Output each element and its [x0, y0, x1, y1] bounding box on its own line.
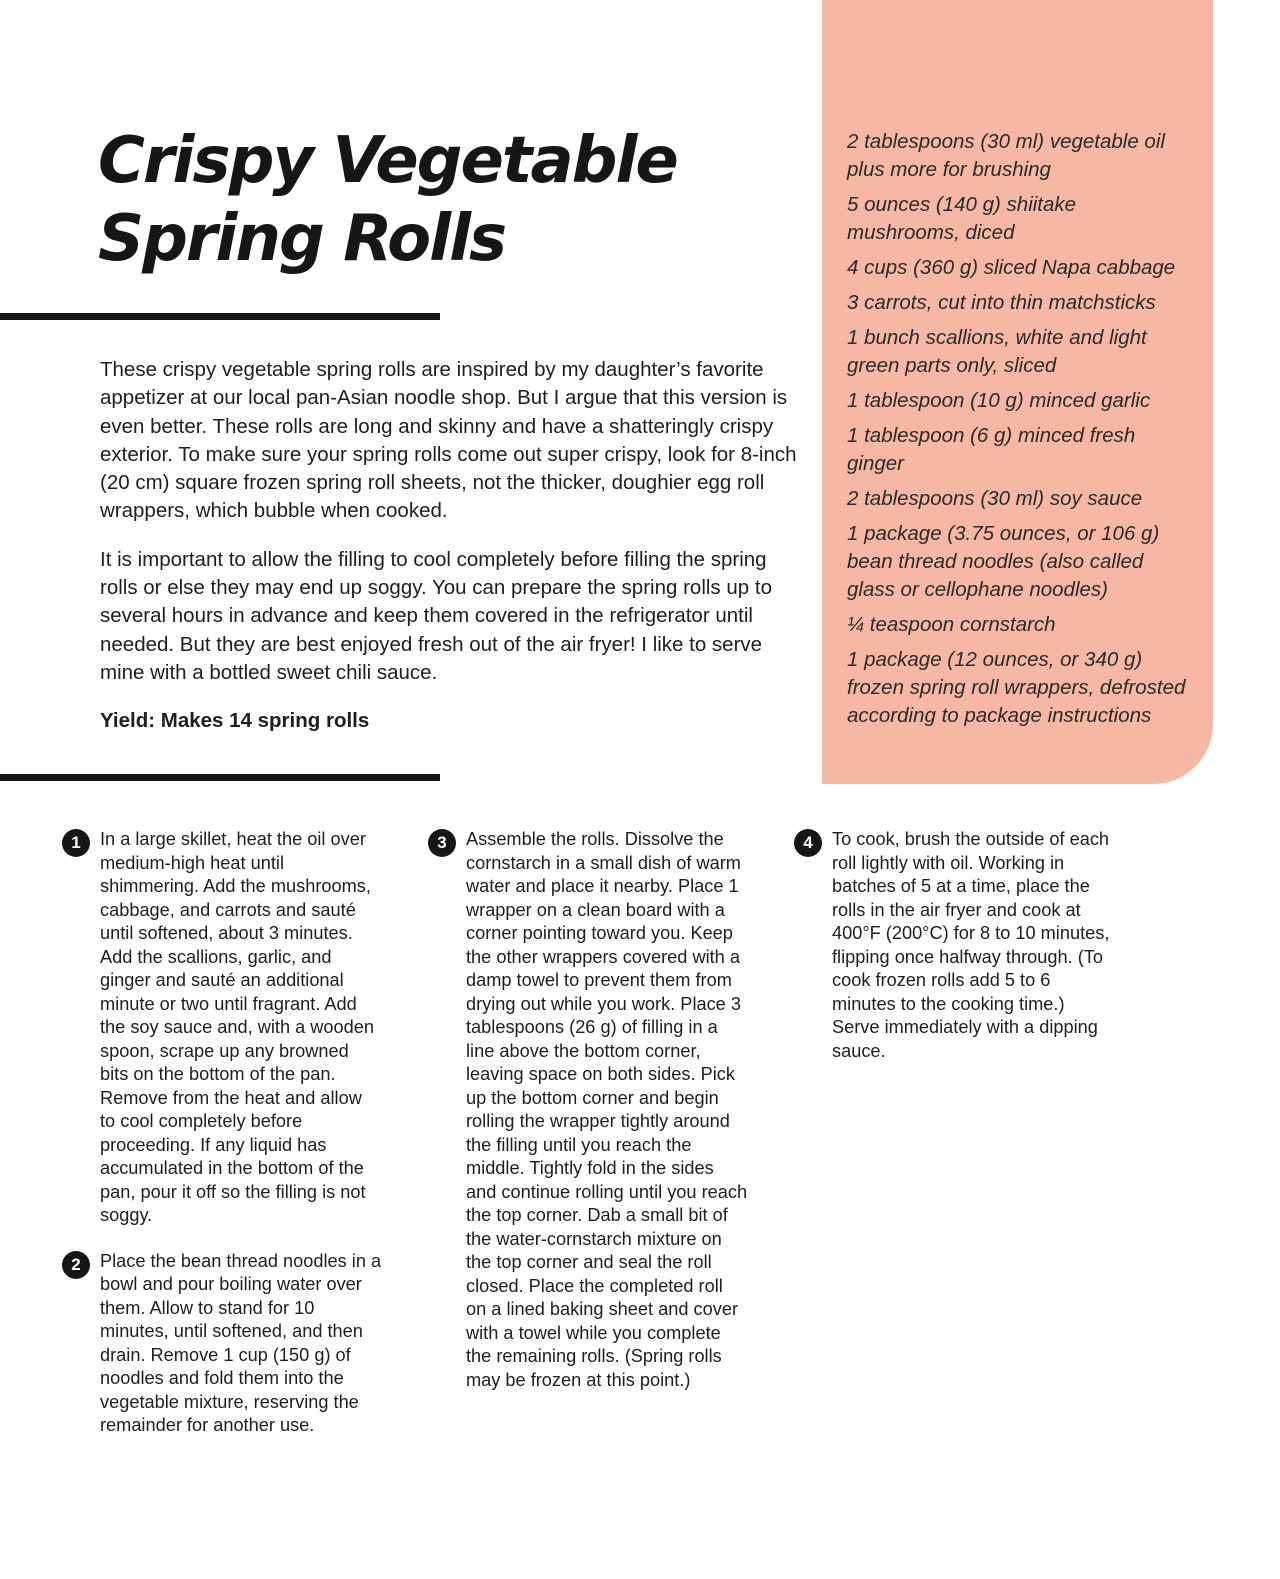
step-number-badge: 3	[428, 829, 456, 857]
title-line-2: Spring Rolls	[98, 202, 506, 276]
intro-section	[100, 356, 800, 756]
step-3	[428, 828, 748, 1392]
ingredients-list	[847, 128, 1192, 737]
ingredient-item: 1 tablespoon (6 g) minced fresh ginger	[847, 424, 1136, 475]
title-line-1: Crispy Vegetable	[98, 124, 677, 198]
ingredient-item: 1 package (12 ounces, or 340 g) frozen spring roll wrappers, defrosted according to package instructions	[847, 648, 1186, 727]
step-text: Place the bean thread noodles in a bowl and pour boiling water over them. Allow to stand for 10 minutes, until softened, and then drain. Remove 1 cup (150 g) of noodles and fold them into the vegetable mixture, reserving the remainder for another use.	[100, 1250, 382, 1435]
ingredient-item: 1 package (3.75 ounces, or 106 g) bean thread noodles (also called glass or cellophane noodles)	[847, 522, 1160, 601]
divider-top	[0, 313, 440, 320]
divider-bottom	[0, 774, 440, 781]
steps-column-3	[794, 828, 1114, 1085]
ingredient-item: 5 ounces (140 g) shiitake mushrooms, diced	[847, 193, 1077, 244]
ingredient-item: 2 tablespoons (30 ml) vegetable oil plus more for brushing	[847, 130, 1165, 181]
step-number-badge: 4	[794, 829, 822, 857]
yield-line: Yield: Makes 14 spring rolls	[100, 709, 370, 733]
step-4	[794, 828, 1114, 1063]
step-text: Assemble the rolls. Dissolve the cornstarch in a small dish of warm water and place it nearby. Place 1 wrapper on a clean board with a corner pointing toward you. Keep the other wrappers covered with a damp towel to prevent them from drying out while you work. Place 3 tablespoons (26 g) of filling in a line above the bottom corner, leaving space on both sides. Pick up the bottom corner and begin rolling the wrapper tightly around the filling until you reach the middle. Tightly fold in the sides and continue rolling until you reach the top corner. Dab a small bit of the water-cornstarch mixture on the top corner and seal the roll closed. Place the completed roll on a lined baking sheet and cover with a towel while you complete the remaining rolls. (Spring rolls may be frozen at this point.)	[466, 829, 748, 1390]
ingredient-item: 4 cups (360 g) sliced Napa cabbage	[847, 256, 1176, 279]
ingredient-item: ¼ teaspoon cornstarch	[847, 613, 1056, 636]
step-text: To cook, brush the outside of each roll lightly with oil. Working in batches of 5 at a time, place the rolls in the air fryer and cook at 400°F (200°C) for 8 to 10 minutes, flipping once halfway through. (To cook frozen rolls add 5 to 6 minutes to the cooking time.) Serve immediately with a dipping sauce.	[832, 829, 1110, 1061]
ingredient-item: 1 tablespoon (10 g) minced garlic	[847, 389, 1151, 412]
step-2	[62, 1250, 382, 1438]
intro-paragraph-2: It is important to allow the filling to cool completely before filling the spring rolls or else they may end up soggy. You can prepare the spring rolls up to several hours in advance and keep them covered in the refrigerator until needed. But they are best enjoyed fresh out of the air fryer! I like to serve mine with a bottled sweet chili sauce.	[100, 547, 772, 684]
step-text: In a large skillet, heat the oil over medium-high heat until shimmering. Add the mushrooms, cabbage, and carrots and sauté until softened, about 3 minutes. Add the scallions, garlic, and ginger and sauté an additional minute or two until fragrant. Add the soy sauce and, with a wooden spoon, scrape up any browned bits on the bottom of the pan. Remove from the heat and allow to cool completely before proceeding. If any liquid has accumulated in the bottom of the pan, pour it off so the filling is not soggy.	[100, 829, 375, 1225]
ingredient-item: 2 tablespoons (30 ml) soy sauce	[847, 487, 1143, 510]
step-1	[62, 828, 382, 1228]
recipe-title	[98, 122, 677, 278]
ingredients-panel	[822, 0, 1213, 784]
ingredient-item: 3 carrots, cut into thin matchsticks	[847, 291, 1156, 314]
step-number-badge: 1	[62, 829, 90, 857]
intro-paragraph-1: These crispy vegetable spring rolls are inspired by my daughter’s favorite appetizer at our local pan-Asian noodle shop. But I argue that this version is even better. These rolls are long and skinny and have a shatteringly crispy exterior. To make sure your spring rolls come out super crispy, look for 8-inch (20 cm) square frozen spring roll sheets, not the thicker, doughier egg roll wrappers, which bubble when cooked.	[100, 358, 797, 523]
steps-column-2	[428, 828, 748, 1414]
ingredient-item: 1 bunch scallions, white and light green parts only, sliced	[847, 326, 1147, 377]
steps-column-1	[62, 828, 382, 1460]
step-number-badge: 2	[62, 1251, 90, 1279]
